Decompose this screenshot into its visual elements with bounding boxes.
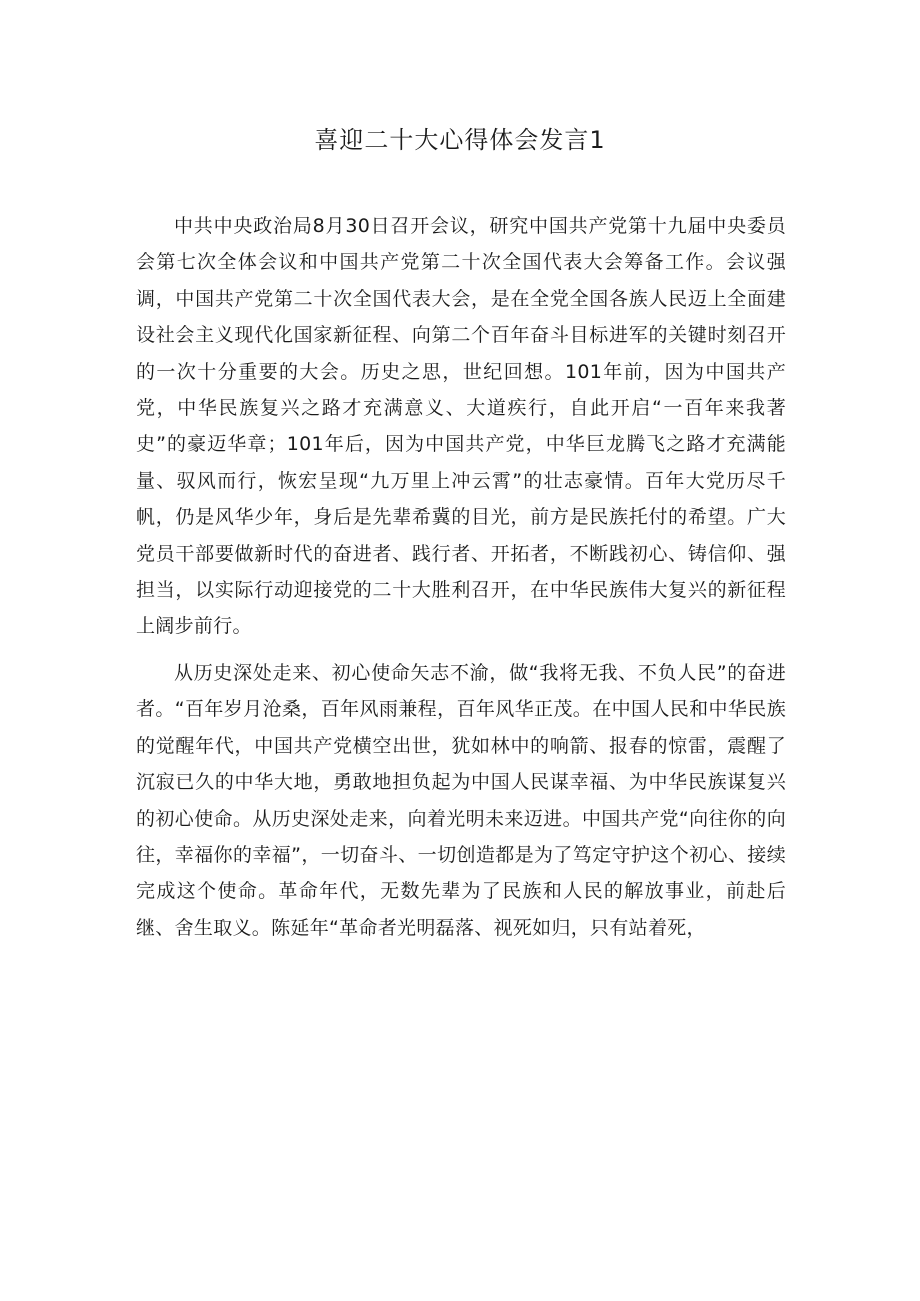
document-title: 喜迎二十大心得体会发言1 [314, 126, 606, 154]
paragraph-1: 中共中央政治局8月30日召开会议，研究中国共产党第十九届中央委员会第七次全体会议和中国共产党第二十次全国代表大会筹备工作。会议强调，中国共产党第二十次全国代表大会，是在全党全国各族人民迈上全面建设社会主义现代化国家新征程、向第二个百年奋斗目标进军的关键时刻召开的一次十分重要的大会。历史之思，世纪回想。101年前，因为中国共产党，中华民族复兴之路才充满意义、大道疾行，自此开启“一百年来我著史”的豪迈华章；101年后，因为中国共产党，中华巨龙腾飞之路才充满能量、驭风而行，恢宏呈现“九万里上冲云霄”的壮志豪情。百年大党历尽千帆，仍是风华少年，身后是先辈希冀的目光，前方是民族托付的希望。广大党员干部要做新时代的奋进者、践行者、开拓者，不断践初心、铸信仰、强担当，以实际行动迎接党的二十大胜利召开，在中华民族伟大复兴的新征程上阔步前行。 [136, 215, 786, 638]
document-body [136, 208, 786, 956]
paragraph-2: 从历史深处走来、初心使命矢志不渝，做“我将无我、不负人民”的奋进者。“百年岁月沧桑，百年风雨兼程，百年风华正茂。在中国人民和中华民族的觉醒年代，中国共产党横空出世，犹如林中的响箭、报春的惊雷，震醒了沉寂已久的中华大地，勇敢地担负起为中国人民谋幸福、为中华民族谋复兴的初心使命。从历史深处走来，向着光明未来迈进。中国共产党“向往你的向往，幸福你的幸福”，一切奋斗、一切创造都是为了笃定守护这个初心、接续完成这个使命。革命年代，无数先辈为了民族和人民的解放事业，前赴后继、舍生取义。陈延年“革命者光明磊落、视死如归，只有站着死， [136, 661, 786, 939]
